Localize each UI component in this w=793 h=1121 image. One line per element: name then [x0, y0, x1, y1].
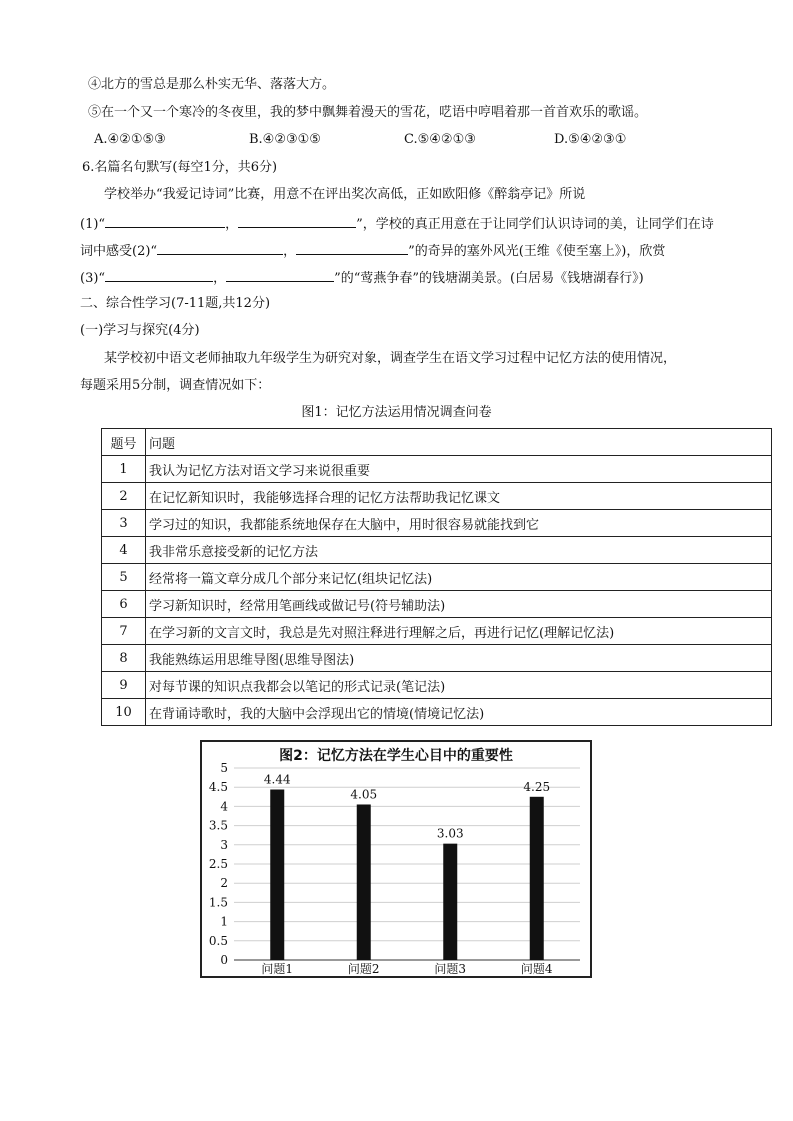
bar: [530, 797, 544, 960]
y-tick-label: 1: [220, 914, 228, 929]
q6-line-4-suffix: ”的“莺燕争春”的钱塘湖美景。(白居易《钱塘湖春行》): [334, 271, 644, 286]
row-question: 我非常乐意接受新的记忆方法: [146, 537, 772, 564]
y-tick-label: 3: [220, 837, 228, 852]
bar: [357, 804, 371, 960]
table-row: [102, 537, 772, 564]
choice-c: C.⑤④②①③: [404, 132, 476, 147]
intro-line-1: 某学校初中语文老师抽取九年级学生为研究对象，调查学生在语文学习过程中记忆方法的使用情况，: [104, 351, 677, 366]
y-tick-label: 3.5: [208, 818, 228, 833]
row-number: 8: [102, 645, 146, 672]
row-number: 9: [102, 672, 146, 699]
row-question: 我能熟练运用思维导图(思维导图法): [146, 645, 772, 672]
y-tick-label: 4.5: [208, 780, 228, 795]
choice-b: B.④②③①⑤: [249, 132, 321, 147]
table-row: [102, 483, 772, 510]
y-tick-label: 0.5: [208, 933, 228, 948]
survey-table: [101, 428, 772, 726]
table-row: [102, 618, 772, 645]
table-header-row: [102, 429, 772, 456]
q6-line-4-comma: ，: [213, 271, 227, 286]
x-tick-label: 问题4: [520, 962, 553, 976]
table-row: [102, 591, 772, 618]
intro-line-2: 每题采用5分制，调查情况如下：: [80, 378, 271, 393]
answer-blank-1[interactable]: [105, 213, 225, 228]
data-label: 3.03: [436, 826, 464, 841]
answer-blank-5[interactable]: [105, 267, 213, 282]
answer-blank-4[interactable]: [296, 240, 408, 255]
y-tick-label: 0: [220, 953, 228, 967]
y-tick-label: 1.5: [208, 895, 228, 910]
row-question: 在背诵诗歌时，我的大脑中会浮现出它的情境(情境记忆法): [146, 699, 772, 726]
bar: [443, 844, 457, 960]
row-question: 我认为记忆方法对语文学习来说很重要: [146, 456, 772, 483]
data-label: 4.05: [350, 787, 378, 802]
y-tick-label: 5: [220, 761, 228, 775]
q6-line-2-prefix: (1)“: [80, 217, 106, 232]
chart-svg: [202, 742, 590, 976]
row-question: 经常将一篇文章分成几个部分来记忆(组块记忆法): [146, 564, 772, 591]
q6-title: 6.名篇名句默写(每空1分，共6分): [82, 160, 278, 175]
table-row: [102, 672, 772, 699]
sentence-4: ④北方的雪总是那么朴实无华、落落大方。: [88, 77, 336, 92]
q6-line-3-comma: ，: [283, 244, 297, 259]
bar: [270, 790, 284, 960]
row-number: 5: [102, 564, 146, 591]
row-number: 4: [102, 537, 146, 564]
table-row: [102, 699, 772, 726]
y-tick-label: 2.5: [208, 857, 228, 871]
choice-a: A.④②①⑤③: [94, 132, 166, 147]
x-tick-label: 问题2: [347, 962, 380, 976]
row-number: 3: [102, 510, 146, 537]
y-tick-label: 2: [220, 876, 228, 891]
table-row: [102, 564, 772, 591]
q6-line-2: [80, 213, 714, 234]
x-tick-label: 问题1: [261, 962, 294, 976]
row-question: 在记忆新知识时，我能够选择合理的记忆方法帮助我记忆课文: [146, 483, 772, 510]
q6-line-3: [80, 240, 665, 261]
answer-blank-2[interactable]: [238, 213, 356, 228]
sentence-5: ⑤在一个又一个寒冷的冬夜里，我的梦中飘舞着漫天的雪花，呓语中哼唱着那一首首欢乐的歌谣。: [88, 105, 648, 120]
section-2-subtitle: (一)学习与探究(4分): [80, 323, 200, 338]
answer-blank-3[interactable]: [157, 240, 283, 255]
table-caption: 图1：记忆方法运用情况调查问卷: [301, 405, 492, 420]
table-row: [102, 645, 772, 672]
row-question: 在学习新的文言文时，我总是先对照注释进行理解之后，再进行记忆(理解记忆法): [146, 618, 772, 645]
data-label: 4.44: [263, 772, 291, 787]
header-number: 题号: [102, 429, 146, 456]
header-question: 问题: [146, 429, 772, 456]
bar-chart: [200, 740, 592, 978]
q6-line-4-prefix: (3)“: [80, 271, 106, 286]
q6-line-2-comma: ，: [225, 217, 239, 232]
table-row: [102, 510, 772, 537]
row-number: 2: [102, 483, 146, 510]
row-number: 1: [102, 456, 146, 483]
y-tick-label: 4: [220, 799, 228, 814]
row-number: 10: [102, 699, 146, 726]
data-label: 4.25: [523, 779, 551, 794]
row-number: 7: [102, 618, 146, 645]
q6-line-3-suffix: ”的奇异的塞外风光(王维《使至塞上》)，欣赏: [408, 244, 666, 259]
answer-blank-6[interactable]: [226, 267, 334, 282]
row-question: 学习新知识时，经常用笔画线或做记号(符号辅助法): [146, 591, 772, 618]
chart-title: 图2：记忆方法在学生心目中的重要性: [279, 748, 513, 764]
row-question: 对每节课的知识点我都会以笔记的形式记录(笔记法): [146, 672, 772, 699]
q6-line-1: 学校举办“我爱记诗词”比赛，用意不在评出奖次高低，正如欧阳修《醉翁亭记》所说: [104, 187, 586, 202]
row-number: 6: [102, 591, 146, 618]
x-tick-label: 问题3: [434, 962, 467, 976]
q6-line-2-suffix: ”，学校的真正用意在于让同学们认识诗词的美，让同学们在诗: [356, 217, 714, 232]
section-2-title: 二、综合性学习(7-11题,共12分): [80, 296, 271, 311]
row-question: 学习过的知识，我都能系统地保存在大脑中，用时很容易就能找到它: [146, 510, 772, 537]
table-row: [102, 456, 772, 483]
choice-d: D.⑤④②③①: [554, 132, 627, 147]
q6-line-4: [80, 267, 644, 288]
q6-line-3-prefix: 词中感受(2)“: [80, 244, 158, 259]
